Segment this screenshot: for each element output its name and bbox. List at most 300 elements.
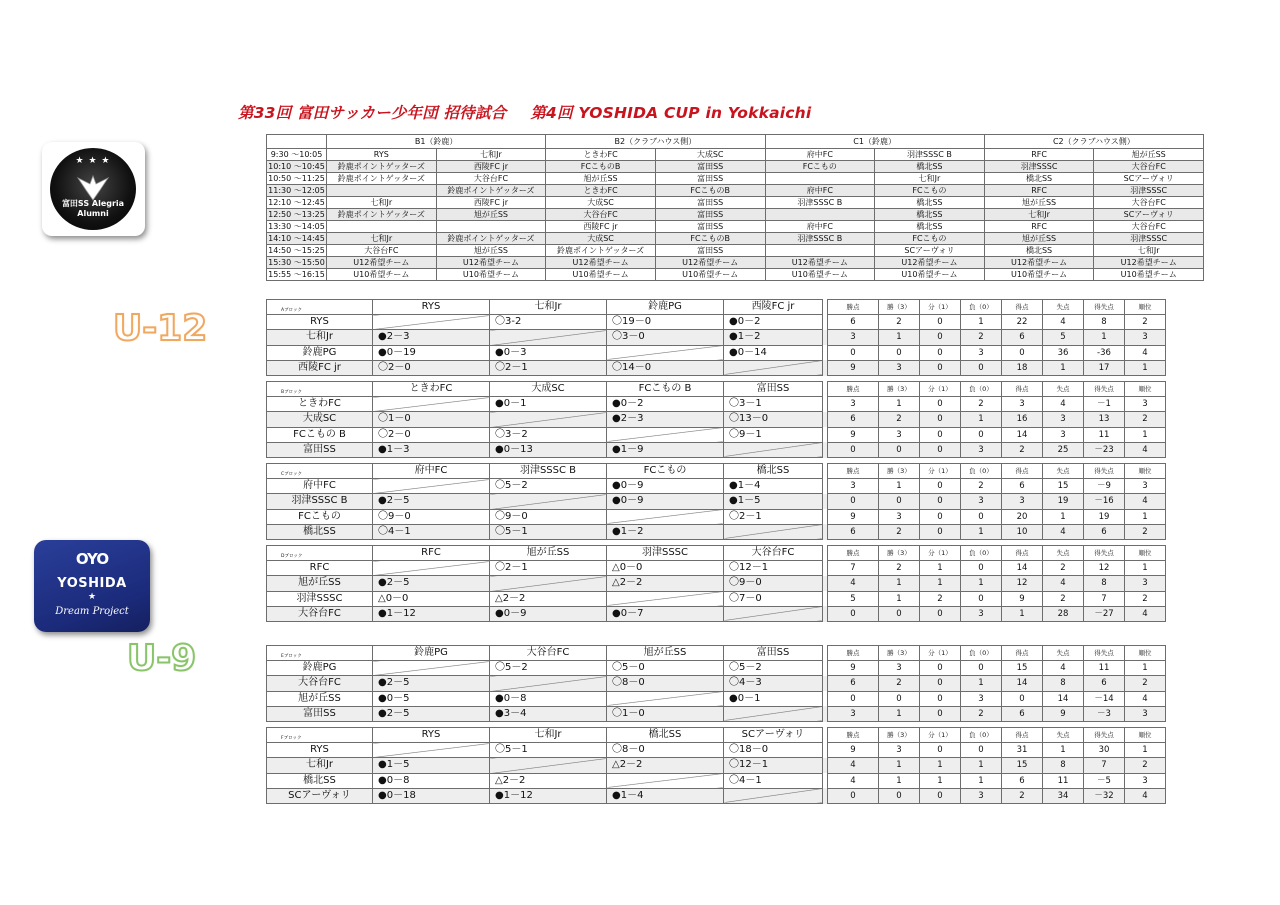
stat-header: 得点 xyxy=(1002,546,1043,561)
team-row xyxy=(267,315,1207,330)
match-team: FCこものB xyxy=(655,233,765,245)
match-result: 〇4－3 xyxy=(724,676,823,691)
block-label: Bブロック xyxy=(267,382,373,397)
self-match-cell xyxy=(724,524,823,539)
stat-header: 失点 xyxy=(1043,728,1084,743)
stat-value: 3 xyxy=(1125,576,1166,591)
match-team: 羽津SSSC xyxy=(1094,185,1204,197)
stat-value: 1 xyxy=(1043,360,1084,375)
stat-value: 1 xyxy=(1125,561,1166,576)
stat-header: 勝（3） xyxy=(879,464,920,479)
stat-value: 2 xyxy=(879,412,920,427)
self-match-cell xyxy=(724,360,823,375)
stat-value: 1 xyxy=(1125,360,1166,375)
stat-value: 0 xyxy=(828,494,879,509)
schedule-row xyxy=(267,269,1204,281)
stat-header: 順位 xyxy=(1125,546,1166,561)
match-time: 13:30 〜14:05 xyxy=(268,222,325,231)
stat-value: 4 xyxy=(828,773,879,788)
match-result: △2－2 xyxy=(490,773,607,788)
schedule-row xyxy=(267,257,1204,269)
stat-value: 2 xyxy=(920,591,961,606)
stat-header: 順位 xyxy=(1125,464,1166,479)
stat-value: 6 xyxy=(1002,773,1043,788)
match-team: 府中FC xyxy=(765,221,875,233)
self-match-cell xyxy=(373,743,490,758)
stat-value: 9 xyxy=(828,509,879,524)
schedule-row xyxy=(267,221,1204,233)
stat-value: 3 xyxy=(1043,412,1084,427)
self-match-cell xyxy=(724,606,823,621)
team-row xyxy=(267,773,1207,788)
team-row xyxy=(267,479,1207,494)
stat-value: 1 xyxy=(920,773,961,788)
stat-value: 1 xyxy=(879,397,920,412)
block-label: Cブロック xyxy=(267,464,373,479)
stat-value: 3 xyxy=(1125,397,1166,412)
stat-value: 0 xyxy=(879,494,920,509)
stat-value: －9 xyxy=(1084,479,1125,494)
match-result: 〇12－1 xyxy=(724,758,823,773)
club-logo-disc xyxy=(50,148,136,230)
stat-value: 1 xyxy=(879,706,920,721)
stat-value: 0 xyxy=(961,509,1002,524)
block-table xyxy=(266,381,1207,458)
match-result: ●2－5 xyxy=(373,676,490,691)
stat-value: 4 xyxy=(1043,661,1084,676)
block-label: Eブロック xyxy=(267,646,373,661)
stat-header: 勝点 xyxy=(828,300,879,315)
match-team: U12希望チーム xyxy=(984,257,1094,269)
yoshida-logo xyxy=(34,540,150,632)
page-title xyxy=(238,101,835,123)
stat-value: 2 xyxy=(1002,788,1043,803)
stat-value: －27 xyxy=(1084,606,1125,621)
stat-value: 13 xyxy=(1084,412,1125,427)
self-match-cell xyxy=(607,773,724,788)
u12-label: U-12 xyxy=(113,308,208,349)
match-team: 鈴鹿ポイントゲッターズ xyxy=(327,161,437,173)
stat-value: 14 xyxy=(1002,561,1043,576)
stat-value: 3 xyxy=(1125,330,1166,345)
match-team: SCアーヴォリ xyxy=(1094,209,1204,221)
stat-value: 30 xyxy=(1084,743,1125,758)
stat-value: 1 xyxy=(920,758,961,773)
match-team: 橋北SS xyxy=(984,245,1094,257)
stat-value: 14 xyxy=(1043,691,1084,706)
match-result: 〇5－2 xyxy=(490,661,607,676)
match-result: ●0－9 xyxy=(607,479,724,494)
match-time: 10:10 〜10:45 xyxy=(268,162,325,171)
stat-header: 順位 xyxy=(1125,728,1166,743)
stat-value: 4 xyxy=(1125,345,1166,360)
match-team: 七和Jr xyxy=(327,233,437,245)
stat-value: 1 xyxy=(879,591,920,606)
opponent-header: 大谷台FC xyxy=(490,646,607,661)
stat-value: 2 xyxy=(1125,315,1166,330)
match-result: 〇5－1 xyxy=(490,524,607,539)
match-team: FCこものB xyxy=(546,161,656,173)
match-result: 〇2－0 xyxy=(373,360,490,375)
stat-value: 0 xyxy=(920,397,961,412)
match-result: ●1－9 xyxy=(607,442,724,457)
team-row xyxy=(267,788,1207,803)
opponent-header: 鈴鹿PG xyxy=(607,300,724,315)
self-match-cell xyxy=(724,788,823,803)
stat-value: 4 xyxy=(1125,494,1166,509)
stat-value: 1 xyxy=(920,561,961,576)
team-row xyxy=(267,561,1207,576)
opponent-header: 富田SS xyxy=(724,646,823,661)
match-team: 西陵FC jr xyxy=(436,197,546,209)
self-match-cell xyxy=(607,509,724,524)
team-name: 鈴鹿PG xyxy=(267,661,373,676)
match-team: 鈴鹿ポイントゲッターズ xyxy=(436,185,546,197)
star-icon: ★ xyxy=(87,592,97,602)
match-team: 富田SS xyxy=(655,197,765,209)
self-match-cell xyxy=(607,691,724,706)
stat-value: 7 xyxy=(1084,758,1125,773)
stat-header: 分（1） xyxy=(920,646,961,661)
match-team: 旭が丘SS xyxy=(436,209,546,221)
stat-header: 負（0） xyxy=(961,546,1002,561)
match-team: FCこもの xyxy=(875,185,985,197)
stat-value: 3 xyxy=(828,479,879,494)
match-result: ●0－5 xyxy=(373,691,490,706)
stat-value: 12 xyxy=(1084,561,1125,576)
stat-value: 1 xyxy=(1043,743,1084,758)
opponent-header: SCアーヴォリ xyxy=(724,728,823,743)
stat-value: 1 xyxy=(961,576,1002,591)
match-team xyxy=(327,185,437,197)
stat-value: 2 xyxy=(879,676,920,691)
stat-value: 3 xyxy=(961,788,1002,803)
team-name: 府中FC xyxy=(267,479,373,494)
block-label: Dブロック xyxy=(267,546,373,561)
opponent-header: RYS xyxy=(373,300,490,315)
opponent-header: 旭が丘SS xyxy=(490,546,607,561)
team-row xyxy=(267,743,1207,758)
block-table xyxy=(266,299,1207,376)
stat-value: 2 xyxy=(879,315,920,330)
team-name: 橋北SS xyxy=(267,773,373,788)
stat-value: 22 xyxy=(1002,315,1043,330)
self-match-cell xyxy=(724,706,823,721)
stat-value: 2 xyxy=(1125,591,1166,606)
stat-value: 2 xyxy=(1002,442,1043,457)
court-header: B1（鈴鹿） xyxy=(327,135,546,149)
stat-value: 6 xyxy=(828,412,879,427)
stat-value: 3 xyxy=(828,397,879,412)
stat-value: 3 xyxy=(879,661,920,676)
stat-value: 1 xyxy=(961,773,1002,788)
match-team: 鈴鹿ポイントゲッターズ xyxy=(436,233,546,245)
stat-header: 得点 xyxy=(1002,464,1043,479)
self-match-cell xyxy=(607,591,724,606)
match-result: 〇5－2 xyxy=(724,661,823,676)
self-match-cell xyxy=(607,427,724,442)
stat-value: 0 xyxy=(920,412,961,427)
stat-value: 10 xyxy=(1002,524,1043,539)
opponent-header: 大谷台FC xyxy=(724,546,823,561)
self-match-cell xyxy=(490,494,607,509)
stat-value: 14 xyxy=(1002,676,1043,691)
match-team: SCアーヴォリ xyxy=(875,245,985,257)
match-team: 大成SC xyxy=(546,197,656,209)
match-team: ときわFC xyxy=(546,149,656,161)
match-result: ●1－4 xyxy=(724,479,823,494)
match-team: 大成SC xyxy=(655,149,765,161)
stat-value: 0 xyxy=(961,743,1002,758)
opponent-header: FCこもの B xyxy=(607,382,724,397)
team-row xyxy=(267,509,1207,524)
team-row xyxy=(267,758,1207,773)
match-team: 羽津SSSC B xyxy=(875,149,985,161)
opponent-header: 大成SC xyxy=(490,382,607,397)
stat-value: 0 xyxy=(920,706,961,721)
match-result: ●0－1 xyxy=(724,691,823,706)
self-match-cell xyxy=(490,412,607,427)
stat-header: 分（1） xyxy=(920,300,961,315)
stat-value: 2 xyxy=(1043,591,1084,606)
stat-value: 0 xyxy=(961,427,1002,442)
stat-header: 失点 xyxy=(1043,646,1084,661)
match-team xyxy=(327,221,437,233)
stat-value: 3 xyxy=(1002,494,1043,509)
stat-header: 負（0） xyxy=(961,464,1002,479)
stat-value: 9 xyxy=(828,743,879,758)
stat-value: 7 xyxy=(1084,591,1125,606)
team-name: 西陵FC jr xyxy=(267,360,373,375)
stat-value: 0 xyxy=(920,442,961,457)
stat-value: 1 xyxy=(1125,743,1166,758)
match-result: ●0－19 xyxy=(373,345,490,360)
stat-value: －32 xyxy=(1084,788,1125,803)
team-row xyxy=(267,676,1207,691)
match-result: ●0－9 xyxy=(607,494,724,509)
stat-value: 1 xyxy=(1084,330,1125,345)
match-team: U10希望チーム xyxy=(984,269,1094,281)
stat-value: 0 xyxy=(920,330,961,345)
match-team: RFC xyxy=(984,221,1094,233)
match-team: 鈴鹿ポイントゲッターズ xyxy=(327,173,437,185)
stat-header: 勝（3） xyxy=(879,646,920,661)
match-team: U12希望チーム xyxy=(436,257,546,269)
schedule-header-row xyxy=(267,135,1204,149)
opponent-header: 橋北SS xyxy=(724,464,823,479)
match-result: ●1－5 xyxy=(724,494,823,509)
team-row xyxy=(267,360,1207,375)
match-result: ●0－7 xyxy=(607,606,724,621)
stat-value: 16 xyxy=(1002,412,1043,427)
stat-value: 1 xyxy=(961,758,1002,773)
team-name: SCアーヴォリ xyxy=(267,788,373,803)
opponent-header: 羽津SSSC B xyxy=(490,464,607,479)
opponent-header: RFC xyxy=(373,546,490,561)
match-team: FCこもの xyxy=(875,233,985,245)
match-result: 〇9－0 xyxy=(724,576,823,591)
stat-value: 0 xyxy=(920,606,961,621)
stat-value: 9 xyxy=(1043,706,1084,721)
stat-value: 0 xyxy=(920,788,961,803)
schedule-row xyxy=(267,233,1204,245)
opponent-header: ときわFC xyxy=(373,382,490,397)
stat-value: 1 xyxy=(879,330,920,345)
team-name: RYS xyxy=(267,315,373,330)
stat-value: －3 xyxy=(1084,706,1125,721)
court-header: C1（鈴鹿） xyxy=(765,135,984,149)
stat-value: 14 xyxy=(1002,427,1043,442)
stat-value: 8 xyxy=(1043,758,1084,773)
match-result: ●0－2 xyxy=(724,315,823,330)
stat-value: 0 xyxy=(1002,691,1043,706)
stat-value: 2 xyxy=(961,397,1002,412)
match-team: 大谷台FC xyxy=(327,245,437,257)
match-team: U12希望チーム xyxy=(875,257,985,269)
opponent-header: RYS xyxy=(373,728,490,743)
stat-value: 5 xyxy=(1043,330,1084,345)
match-team: U12希望チーム xyxy=(546,257,656,269)
stat-header: 失点 xyxy=(1043,464,1084,479)
match-result: 〇3－1 xyxy=(724,397,823,412)
yoshida-dream: Dream Project xyxy=(55,606,129,617)
stat-value: 4 xyxy=(1043,576,1084,591)
stat-value: 0 xyxy=(920,360,961,375)
stat-value: 0 xyxy=(920,427,961,442)
stat-value: 19 xyxy=(1084,509,1125,524)
club-logo-text: 富田SS Alegria Alumni xyxy=(61,199,125,218)
stat-value: 36 xyxy=(1043,345,1084,360)
stat-value: 0 xyxy=(879,345,920,360)
team-row xyxy=(267,576,1207,591)
stat-value: －16 xyxy=(1084,494,1125,509)
stat-value: 31 xyxy=(1002,743,1043,758)
match-team: 橋北SS xyxy=(875,209,985,221)
match-team: 西陵FC jr xyxy=(436,161,546,173)
opponent-header: 鈴鹿PG xyxy=(373,646,490,661)
block-header-row xyxy=(267,300,1207,315)
match-team: RYS xyxy=(327,149,437,161)
team-name: 旭が丘SS xyxy=(267,576,373,591)
stat-header: 負（0） xyxy=(961,728,1002,743)
match-team: 府中FC xyxy=(765,185,875,197)
court-header: C2（クラブハウス側） xyxy=(984,135,1203,149)
opponent-header: 府中FC xyxy=(373,464,490,479)
stat-header: 負（0） xyxy=(961,382,1002,397)
block-header-row xyxy=(267,546,1207,561)
match-result: 〇8－0 xyxy=(607,743,724,758)
match-result: ●2－3 xyxy=(373,330,490,345)
match-team: 旭が丘SS xyxy=(1094,149,1204,161)
stat-value: 3 xyxy=(1125,706,1166,721)
team-row xyxy=(267,330,1207,345)
match-result: ●1－12 xyxy=(490,788,607,803)
team-row xyxy=(267,591,1207,606)
stat-value: 2 xyxy=(1125,676,1166,691)
match-result: 〇2－0 xyxy=(373,427,490,442)
stat-value: 28 xyxy=(1043,606,1084,621)
match-result: ●2－5 xyxy=(373,576,490,591)
match-result: 〇14－0 xyxy=(607,360,724,375)
match-team: 七和Jr xyxy=(875,173,985,185)
match-team: 旭が丘SS xyxy=(436,245,546,257)
stat-value: 0 xyxy=(920,345,961,360)
match-result: 〇12－1 xyxy=(724,561,823,576)
match-result: ●1－12 xyxy=(373,606,490,621)
stat-value: 0 xyxy=(828,691,879,706)
team-row xyxy=(267,345,1207,360)
stat-value: 2 xyxy=(1125,412,1166,427)
opponent-header: 旭が丘SS xyxy=(607,646,724,661)
match-time: 12:50 〜13:25 xyxy=(268,210,325,219)
self-match-cell xyxy=(490,576,607,591)
stat-header: 得点 xyxy=(1002,300,1043,315)
stat-header: 得失点 xyxy=(1084,464,1125,479)
stat-value: 0 xyxy=(961,661,1002,676)
stat-value: 1 xyxy=(879,758,920,773)
stat-value: 1 xyxy=(961,524,1002,539)
stat-header: 分（1） xyxy=(920,464,961,479)
stat-value: 0 xyxy=(828,788,879,803)
self-match-cell xyxy=(373,315,490,330)
match-team: 羽津SSSC B xyxy=(765,233,875,245)
stat-value: 20 xyxy=(1002,509,1043,524)
stat-header: 得失点 xyxy=(1084,728,1125,743)
stat-header: 勝（3） xyxy=(879,546,920,561)
yoshida-word: YOSHIDA xyxy=(57,576,127,591)
block-table xyxy=(266,645,1207,722)
opponent-header: 富田SS xyxy=(724,382,823,397)
self-match-cell xyxy=(490,330,607,345)
self-match-cell xyxy=(490,676,607,691)
stat-value: 6 xyxy=(828,524,879,539)
match-team: 鈴鹿ポイントゲッターズ xyxy=(327,209,437,221)
match-result: 〇9－1 xyxy=(724,427,823,442)
match-team: 羽津SSSC B xyxy=(765,197,875,209)
match-team: ときわFC xyxy=(546,185,656,197)
team-name: 富田SS xyxy=(267,706,373,721)
stat-header: 得失点 xyxy=(1084,646,1125,661)
stat-value: －1 xyxy=(1084,397,1125,412)
match-team: 富田SS xyxy=(655,221,765,233)
stat-value: 1 xyxy=(961,676,1002,691)
stat-value: 11 xyxy=(1084,661,1125,676)
stat-header: 勝（3） xyxy=(879,300,920,315)
stat-value: －5 xyxy=(1084,773,1125,788)
stat-value: 6 xyxy=(1002,706,1043,721)
match-result: ●1－2 xyxy=(607,524,724,539)
team-name: 橋北SS xyxy=(267,524,373,539)
match-team: U10希望チーム xyxy=(875,269,985,281)
stat-header: 分（1） xyxy=(920,728,961,743)
stat-value: 3 xyxy=(961,494,1002,509)
match-team: U12希望チーム xyxy=(655,257,765,269)
team-row xyxy=(267,606,1207,621)
match-time: 9:30 〜10:05 xyxy=(267,149,327,161)
schedule-row xyxy=(267,209,1204,221)
stat-value: 19 xyxy=(1043,494,1084,509)
stat-value: 4 xyxy=(1125,788,1166,803)
stat-value: 1 xyxy=(1125,661,1166,676)
stat-header: 勝点 xyxy=(828,646,879,661)
stat-value: －14 xyxy=(1084,691,1125,706)
match-team: 橋北SS xyxy=(875,197,985,209)
stat-value: 25 xyxy=(1043,442,1084,457)
match-result: 〇2－1 xyxy=(490,561,607,576)
block-table xyxy=(266,727,1207,804)
stat-value: 0 xyxy=(879,442,920,457)
stat-value: 0 xyxy=(828,442,879,457)
